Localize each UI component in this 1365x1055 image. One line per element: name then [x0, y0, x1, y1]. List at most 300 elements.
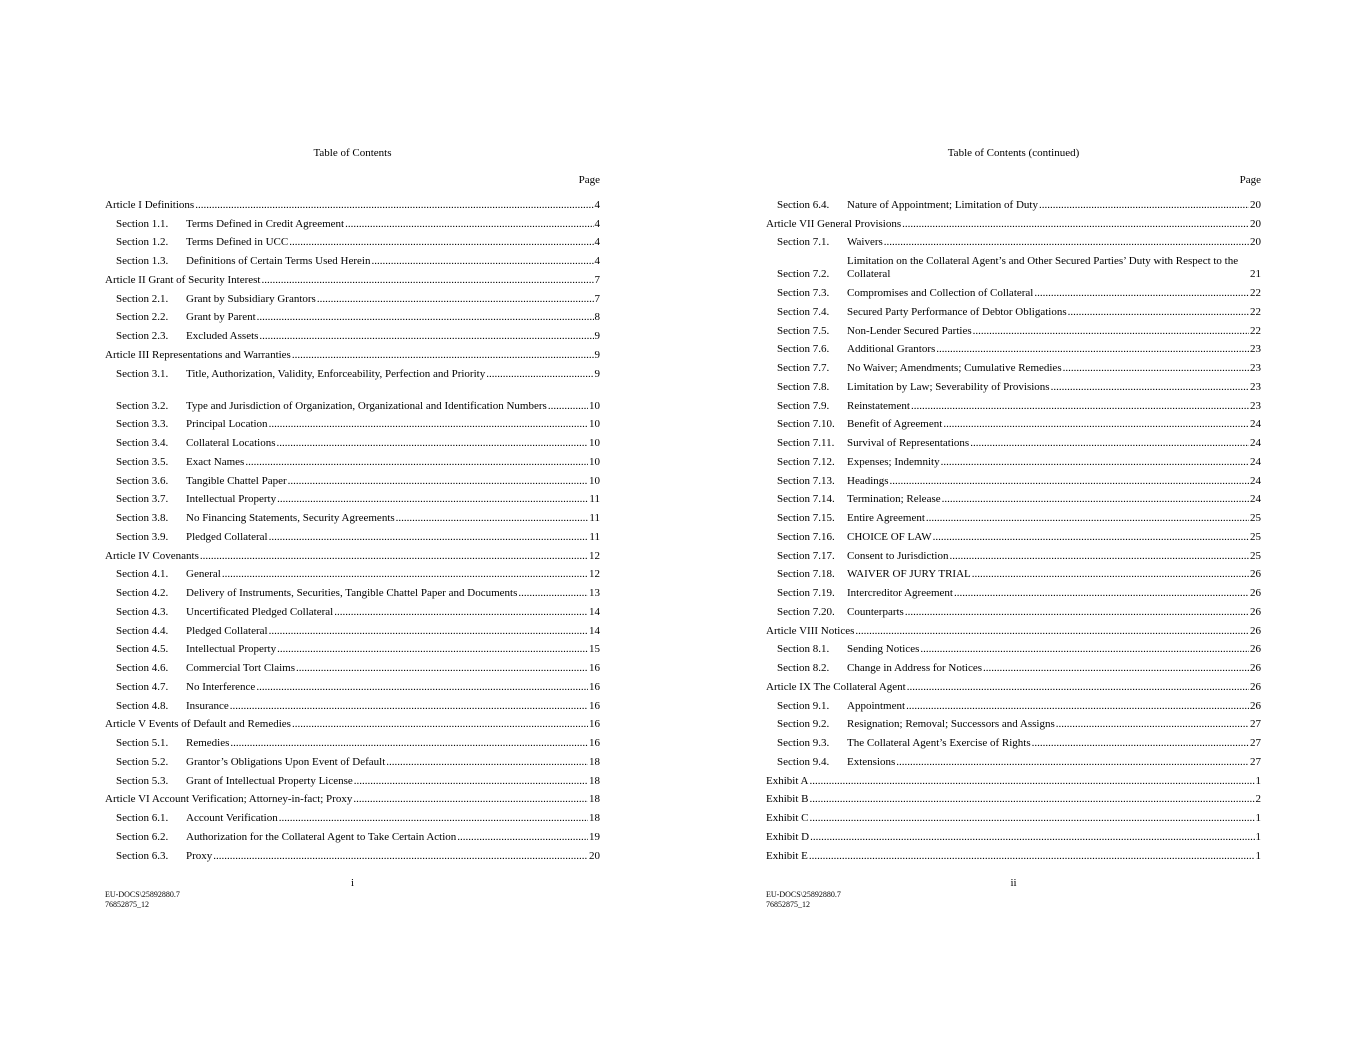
toc-section-entry[interactable] [766, 750, 1261, 769]
toc-section-entry[interactable] [105, 750, 600, 769]
toc-entry-page: 27 [1250, 755, 1261, 768]
dot-leader [970, 437, 1249, 450]
toc-entry-number: Section 8.1. [777, 643, 830, 656]
toc-entry-number: Section 4.8. [116, 699, 169, 712]
toc-entry-page: 26 [1250, 568, 1261, 581]
toc-entry-number: Section 6.3. [116, 849, 169, 862]
dot-leader [259, 330, 593, 343]
toc-entry-title: The Collateral Agent’s Exercise of Rights [847, 737, 1031, 749]
toc-section-entry[interactable] [766, 375, 1261, 394]
toc-entry-page: 25 [1250, 530, 1261, 543]
toc-entry-page: 10 [589, 399, 600, 412]
toc-entry-page: 26 [1250, 624, 1261, 637]
dot-leader [277, 643, 588, 656]
toc-entry-page: 23 [1250, 399, 1261, 412]
toc-entry-page: 23 [1250, 343, 1261, 356]
toc-entry-number: Section 4.7. [116, 680, 169, 693]
toc-entry-page: 24 [1250, 455, 1261, 468]
toc-article-entry[interactable] [766, 769, 1261, 788]
toc-entry-number: Section 1.3. [116, 255, 169, 267]
toc-entry-title: Article VII General Provisions [766, 217, 902, 230]
toc-entry-title: No Financing Statements, Security Agreements [186, 512, 395, 524]
toc-entry-title: Intellectual Property [186, 643, 277, 656]
toc-entry-title: Article VIII Notices [766, 624, 855, 637]
dot-leader [277, 493, 588, 506]
toc-article-entry[interactable] [105, 544, 600, 563]
toc-entry-title: Exhibit A [766, 774, 809, 787]
toc-entry-title: No Interference [186, 680, 256, 693]
dot-leader [317, 293, 594, 306]
dot-leader [911, 400, 1249, 413]
dot-leader [288, 475, 588, 488]
page-number: ii [1010, 877, 1017, 889]
toc-entry-page: 16 [589, 662, 600, 674]
dot-leader [386, 756, 588, 769]
toc-entry-number: Section 3.7. [116, 493, 169, 506]
toc-entry-title: Article III Representations and Warranties [105, 348, 291, 361]
toc-entry-title: Article IX The Collateral Agent [766, 680, 906, 693]
toc-article-entry[interactable] [766, 788, 1261, 807]
toc-entry-number: Section 7.8. [777, 380, 830, 393]
toc-section-entry[interactable] [766, 581, 1261, 600]
toc-entry-number: Section 7.17. [777, 549, 835, 562]
toc-entry-number: Section 4.6. [116, 662, 169, 674]
dot-leader [983, 662, 1249, 675]
toc-section-entry[interactable] [766, 300, 1261, 319]
toc-section-entry[interactable] [105, 469, 600, 488]
toc-entry-page: 22 [1250, 305, 1261, 318]
page-column-header: Page [1239, 174, 1261, 186]
page-title: Table of Contents (continued) [947, 147, 1080, 159]
dot-leader [810, 831, 1254, 844]
toc-entry-page: 10 [589, 418, 600, 431]
toc-entry-page: 20 [1250, 236, 1261, 249]
toc-entry-page: 26 [1250, 662, 1261, 674]
dot-leader [195, 199, 593, 212]
toc-entry-title: Exhibit C [766, 812, 809, 824]
toc-article-entry[interactable] [105, 788, 600, 807]
toc-entry-page: 22 [1250, 324, 1261, 337]
toc-entry-title: Pledged Collateral [186, 624, 268, 637]
toc-article-entry[interactable] [766, 675, 1261, 694]
toc-entry-page: 13 [589, 587, 600, 599]
dot-leader [809, 775, 1254, 788]
dot-leader [354, 775, 588, 788]
toc-entry-title: Termination; Release [847, 493, 941, 506]
toc-entry-page: 16 [589, 699, 600, 712]
toc-section-entry[interactable] [766, 694, 1261, 713]
toc-entry-number: Section 7.19. [777, 587, 835, 599]
toc-entry-title: Title, Authorization, Validity, Enforceability, Perfection and Priority [186, 367, 486, 380]
toc-section-entry[interactable] [766, 600, 1261, 619]
toc-entry-number: Section 9.2. [777, 718, 830, 731]
toc-entry-title: Exhibit D [766, 830, 810, 843]
dot-leader [353, 793, 588, 806]
dot-leader [200, 550, 588, 563]
document-footer [105, 890, 180, 910]
toc-entry-number: Section 7.4. [777, 305, 830, 318]
toc-entry-title: Limitation by Law; Severability of Provisions [847, 380, 1050, 393]
toc-entry-number: Section 7.12. [777, 455, 835, 468]
dot-leader [933, 531, 1249, 544]
toc-section-entry[interactable] [766, 319, 1261, 338]
toc-entry-number: Section 4.1. [116, 568, 169, 581]
dot-leader [292, 718, 588, 731]
document-footer [766, 890, 841, 910]
toc-section-entry[interactable] [105, 731, 600, 750]
dot-leader [261, 274, 593, 287]
toc-entry-title: Insurance [186, 699, 229, 712]
toc-entry-number: Section 7.2. [777, 268, 830, 281]
toc-entry-title: Change in Address for Notices [847, 662, 983, 674]
toc-section-entry[interactable] [105, 619, 600, 638]
toc-entry-title: General [186, 568, 221, 581]
toc-section-entry[interactable] [105, 600, 600, 619]
toc-section-entry[interactable] [105, 249, 600, 268]
toc-entry-number: Section 7.14. [777, 493, 835, 506]
toc-entries [766, 193, 1261, 863]
toc-entry-page: 2 [1255, 793, 1261, 806]
toc-entry-title: Entire Agreement [847, 512, 925, 524]
dot-leader [809, 793, 1254, 806]
toc-entry-page: 16 [589, 737, 600, 749]
toc-entry-page: 4 [594, 255, 600, 267]
toc-section-entry[interactable] [766, 356, 1261, 375]
toc-section-entry[interactable] [105, 362, 600, 381]
toc-section-entry[interactable] [766, 249, 1261, 281]
dot-leader [396, 512, 589, 525]
toc-section-entry[interactable] [766, 544, 1261, 563]
toc-entry-title: Additional Grantors [847, 343, 936, 356]
toc-entry-title: Article VI Account Verification; Attorney-in-fact; Proxy [105, 793, 353, 806]
toc-section-entry[interactable] [105, 413, 600, 432]
page-column-header: Page [578, 174, 600, 186]
dot-leader [269, 625, 588, 638]
dot-leader [296, 662, 588, 675]
dot-leader [809, 812, 1254, 825]
dot-leader [269, 531, 589, 544]
toc-entry-title: Secured Party Performance of Debtor Obligations [847, 305, 1067, 318]
toc-entry-number: Section 9.1. [777, 699, 830, 712]
toc-entry-title: Compromises and Collection of Collateral [847, 287, 1034, 299]
toc-entry-number: Section 9.4. [777, 755, 830, 768]
toc-section-entry[interactable] [766, 469, 1261, 488]
toc-section-entry[interactable] [766, 506, 1261, 525]
toc-entry-number: Section 4.5. [116, 643, 169, 656]
toc-entry-number: Section 7.7. [777, 362, 830, 374]
toc-section-entry[interactable] [105, 694, 600, 713]
toc-entry-title: No Waiver; Amendments; Cumulative Remedies [847, 362, 1062, 374]
toc-entry-title: Grantor’s Obligations Upon Event of Default [186, 755, 386, 768]
toc-entry-number: Section 1.1. [116, 217, 169, 230]
toc-section-entry[interactable] [766, 638, 1261, 657]
toc-entry-page: 10 [589, 455, 600, 468]
toc-entry-page: 10 [589, 474, 600, 487]
toc-section-entry[interactable] [766, 394, 1261, 413]
toc-section-entry[interactable] [766, 656, 1261, 675]
dot-leader [1063, 362, 1249, 375]
toc-section-entry[interactable] [105, 563, 600, 582]
toc-entry-number: Section 2.3. [116, 330, 169, 342]
toc-entry-title: Resignation; Removal; Successors and Assigns [847, 718, 1055, 731]
dot-leader [1051, 381, 1249, 394]
toc-entry-title: Consent to Jurisdiction [847, 549, 949, 562]
dot-leader [906, 700, 1249, 713]
toc-entry-number: Section 7.9. [777, 399, 830, 412]
toc-entry-page: 11 [589, 512, 600, 524]
dot-leader [289, 236, 593, 249]
toc-entry-number: Section 7.11. [777, 437, 835, 449]
dot-leader [902, 218, 1249, 231]
toc-entry-title: Tangible Chattel Paper [186, 474, 287, 487]
toc-entry-number: Section 6.1. [116, 812, 169, 824]
dot-leader [926, 512, 1249, 525]
toc-entry-title: Commercial Tort Claims [186, 662, 296, 674]
toc-entry-page: 20 [1250, 217, 1261, 230]
toc-section-entry[interactable] [766, 563, 1261, 582]
dot-leader [371, 255, 593, 268]
toc-entry-title: Nature of Appointment; Limitation of Duty [847, 198, 1038, 211]
toc-entry-page: 11 [589, 493, 600, 506]
toc-entry-title: Uncertificated Pledged Collateral [186, 605, 334, 618]
toc-entry-page: 25 [1250, 549, 1261, 562]
dot-leader [222, 568, 588, 581]
dot-leader [954, 587, 1249, 600]
dot-leader [277, 437, 589, 450]
toc-entry-page: 16 [589, 680, 600, 693]
dot-leader [213, 850, 588, 863]
toc-entry-page: 26 [1250, 680, 1261, 693]
toc-entry-number: Section 7.3. [777, 287, 830, 299]
toc-section-entry[interactable] [105, 638, 600, 657]
toc-entry-title: Account Verification [186, 812, 278, 824]
toc-section-entry[interactable] [766, 450, 1261, 469]
toc-entry-number: Section 7.6. [777, 343, 830, 356]
toc-section-entry[interactable] [105, 506, 600, 525]
toc-section-entry[interactable] [105, 769, 600, 788]
toc-section-entry[interactable] [105, 806, 600, 825]
toc-entry-number: Section 6.2. [116, 830, 169, 843]
toc-entry-title: Sending Notices [847, 643, 920, 656]
toc-entry-number: Section 3.4. [116, 437, 169, 449]
toc-entry-page: 26 [1250, 587, 1261, 599]
toc-entry-title: Article IV Covenants [105, 549, 199, 562]
page-title: Table of Contents [313, 147, 392, 159]
toc-section-entry[interactable] [105, 431, 600, 450]
toc-entry-title: Limitation on the Collateral Agent’s and Other Secured Parties’ Duty with Respect to the Collateral [847, 255, 1249, 281]
toc-entry-number: Section 7.10. [777, 418, 835, 431]
toc-entry-title: Terms Defined in Credit Agreement [186, 217, 345, 230]
toc-article-entry[interactable] [766, 212, 1261, 231]
toc-entry-page: 25 [1250, 512, 1261, 524]
toc-entry-title: Waivers [847, 236, 883, 249]
toc-entry-number: Section 3.9. [116, 530, 169, 543]
toc-entry-number: Section 8.2. [777, 662, 830, 674]
toc-entry-number: Section 7.15. [777, 512, 835, 524]
toc-section-entry[interactable] [105, 306, 600, 325]
toc-article-entry[interactable] [766, 619, 1261, 638]
dot-leader [292, 349, 594, 362]
toc-section-entry[interactable] [766, 231, 1261, 250]
toc-entry-title: Headings [847, 474, 889, 487]
toc-article-entry[interactable] [105, 193, 600, 212]
toc-entry-page: 1 [1255, 830, 1261, 843]
toc-entry-page: 20 [1250, 198, 1261, 211]
toc-entry-title: Principal Location [186, 418, 268, 431]
dot-leader [269, 418, 588, 431]
toc-section-entry[interactable] [766, 193, 1261, 212]
toc-section-entry[interactable] [105, 656, 600, 675]
toc-section-entry[interactable] [105, 525, 600, 544]
toc-entry-number: Section 3.5. [116, 455, 169, 468]
dot-leader [486, 368, 593, 381]
toc-entry-title: Grant by Subsidiary Grantors [186, 292, 316, 305]
toc-section-entry[interactable] [105, 581, 600, 600]
toc-entry-number: Section 4.2. [116, 587, 169, 599]
toc-entry-page: 26 [1250, 699, 1261, 712]
toc-entry-title: Pledged Collateral [186, 530, 268, 543]
toc-entry-page: 16 [589, 718, 600, 731]
toc-entry-title: Counterparts [847, 605, 904, 618]
toc-entry-number: Section 3.3. [116, 418, 169, 431]
toc-section-entry[interactable] [105, 844, 600, 863]
toc-entry-number: Section 3.2. [116, 399, 169, 412]
toc-section-entry[interactable] [105, 450, 600, 469]
toc-entry-page: 1 [1255, 849, 1261, 862]
toc-entry-page: 24 [1250, 493, 1261, 506]
toc-entry-title: Intellectual Property [186, 493, 277, 506]
toc-entry-page: 18 [589, 755, 600, 768]
toc-entry-page: 27 [1250, 718, 1261, 731]
toc-entry-title: Remedies [186, 737, 230, 749]
dot-leader [1032, 737, 1249, 750]
toc-section-entry[interactable] [766, 431, 1261, 450]
dot-leader [905, 606, 1249, 619]
dot-leader [941, 456, 1249, 469]
toc-section-entry[interactable] [105, 675, 600, 694]
toc-entry-page: 22 [1250, 287, 1261, 299]
toc-entry-title: WAIVER OF JURY TRIAL [847, 568, 971, 581]
toc-section-entry[interactable] [105, 324, 600, 343]
toc-entry-number: Section 5.1. [116, 737, 169, 749]
page-number: i [350, 877, 355, 889]
toc-section-entry[interactable] [766, 713, 1261, 732]
toc-entry-page: 23 [1250, 380, 1261, 393]
toc-section-entry[interactable] [105, 287, 600, 306]
dot-leader [279, 812, 588, 825]
toc-entry-page: 1 [1255, 774, 1261, 787]
toc-entry-page: 9 [594, 330, 600, 342]
dot-leader [1068, 306, 1249, 319]
toc-entry-page: 19 [589, 830, 600, 843]
toc-entry-page: 4 [594, 236, 600, 249]
toc-entry-page: 20 [589, 849, 600, 862]
toc-section-entry[interactable] [766, 525, 1261, 544]
dot-leader [245, 456, 588, 469]
toc-entry-page: 23 [1250, 362, 1261, 374]
toc-entry-page: 21 [1250, 268, 1261, 281]
toc-section-entry[interactable] [105, 488, 600, 507]
toc-entry-page: 26 [1250, 643, 1261, 656]
toc-entry-number: Section 5.2. [116, 755, 169, 768]
toc-entry-page: 18 [589, 812, 600, 824]
toc-entry-title: Definitions of Certain Terms Used Herein [186, 255, 371, 267]
toc-entry-title: Extensions [847, 755, 896, 768]
toc-section-entry[interactable] [105, 825, 600, 844]
toc-entry-title: Intercreditor Agreement [847, 587, 953, 599]
toc-entry-title: Article II Grant of Security Interest [105, 273, 261, 286]
toc-entry-title: Benefit of Agreement [847, 418, 943, 431]
toc-entry-number: Section 7.13. [777, 474, 835, 487]
toc-section-entry[interactable] [766, 338, 1261, 357]
footer-ref: 76852875_12 [766, 900, 810, 909]
toc-entry-title: Non-Lender Secured Parties [847, 324, 972, 337]
toc-entry-page: 7 [594, 273, 600, 286]
toc-entry-title: CHOICE OF LAW [847, 530, 932, 543]
toc-entry-page: 1 [1255, 812, 1261, 824]
toc-section-entry[interactable] [105, 212, 600, 231]
toc-entry-number: Section 7.18. [777, 568, 835, 581]
toc-entry-number: Section 3.6. [116, 474, 169, 487]
toc-entry-page: 27 [1250, 737, 1261, 749]
toc-section-entry[interactable] [766, 731, 1261, 750]
toc-entry-title: Article V Events of Default and Remedies [105, 718, 291, 731]
dot-leader [855, 625, 1249, 638]
toc-article-entry[interactable] [105, 343, 600, 362]
toc-entry-number: Section 1.2. [116, 236, 169, 249]
dot-leader [809, 850, 1255, 863]
toc-entry-title: Type and Jurisdiction of Organization, Organizational and Identification Numbers [186, 399, 547, 412]
toc-entry-number: Section 2.1. [116, 292, 169, 305]
toc-entries [105, 193, 600, 863]
toc-entry-number: Section 4.4. [116, 624, 169, 637]
toc-entry-page: 24 [1250, 474, 1261, 487]
dot-leader [1039, 199, 1249, 212]
toc-entry-page: 18 [589, 793, 600, 806]
toc-entry-number: Section 3.1. [116, 367, 169, 380]
toc-article-entry[interactable] [766, 844, 1261, 863]
dot-leader [256, 681, 588, 694]
toc-entry-page: 12 [589, 568, 600, 581]
dot-leader [345, 218, 593, 231]
toc-entry-page: 14 [589, 605, 600, 618]
toc-entry-title: Exhibit E [766, 849, 808, 862]
toc-entry-number: Section 9.3. [777, 737, 830, 749]
toc-section-entry[interactable] [105, 381, 600, 413]
toc-article-entry[interactable] [766, 806, 1261, 825]
toc-section-entry[interactable] [766, 488, 1261, 507]
toc-article-entry[interactable] [105, 268, 600, 287]
toc-entry-title: Appointment [847, 699, 906, 712]
dot-leader [230, 700, 588, 713]
dot-leader [896, 756, 1249, 769]
toc-entry-page: 9 [594, 367, 600, 380]
toc-entry-page: 24 [1250, 437, 1261, 449]
toc-entry-number: Section 7.5. [777, 324, 830, 337]
toc-section-entry[interactable] [766, 413, 1261, 432]
toc-entry-page: 8 [594, 311, 600, 324]
toc-section-entry[interactable] [105, 231, 600, 250]
toc-article-entry[interactable] [105, 713, 600, 732]
toc-entry-number: Section 5.3. [116, 774, 169, 787]
dot-leader [1034, 287, 1249, 300]
toc-entry-title: Survival of Representations [847, 437, 970, 449]
toc-entry-title: Delivery of Instruments, Securities, Tangible Chattel Paper and Documents [186, 587, 518, 599]
toc-entry-page: 10 [589, 437, 600, 449]
toc-section-entry[interactable] [766, 281, 1261, 300]
toc-entry-page: 26 [1250, 605, 1261, 618]
toc-article-entry[interactable] [766, 825, 1261, 844]
